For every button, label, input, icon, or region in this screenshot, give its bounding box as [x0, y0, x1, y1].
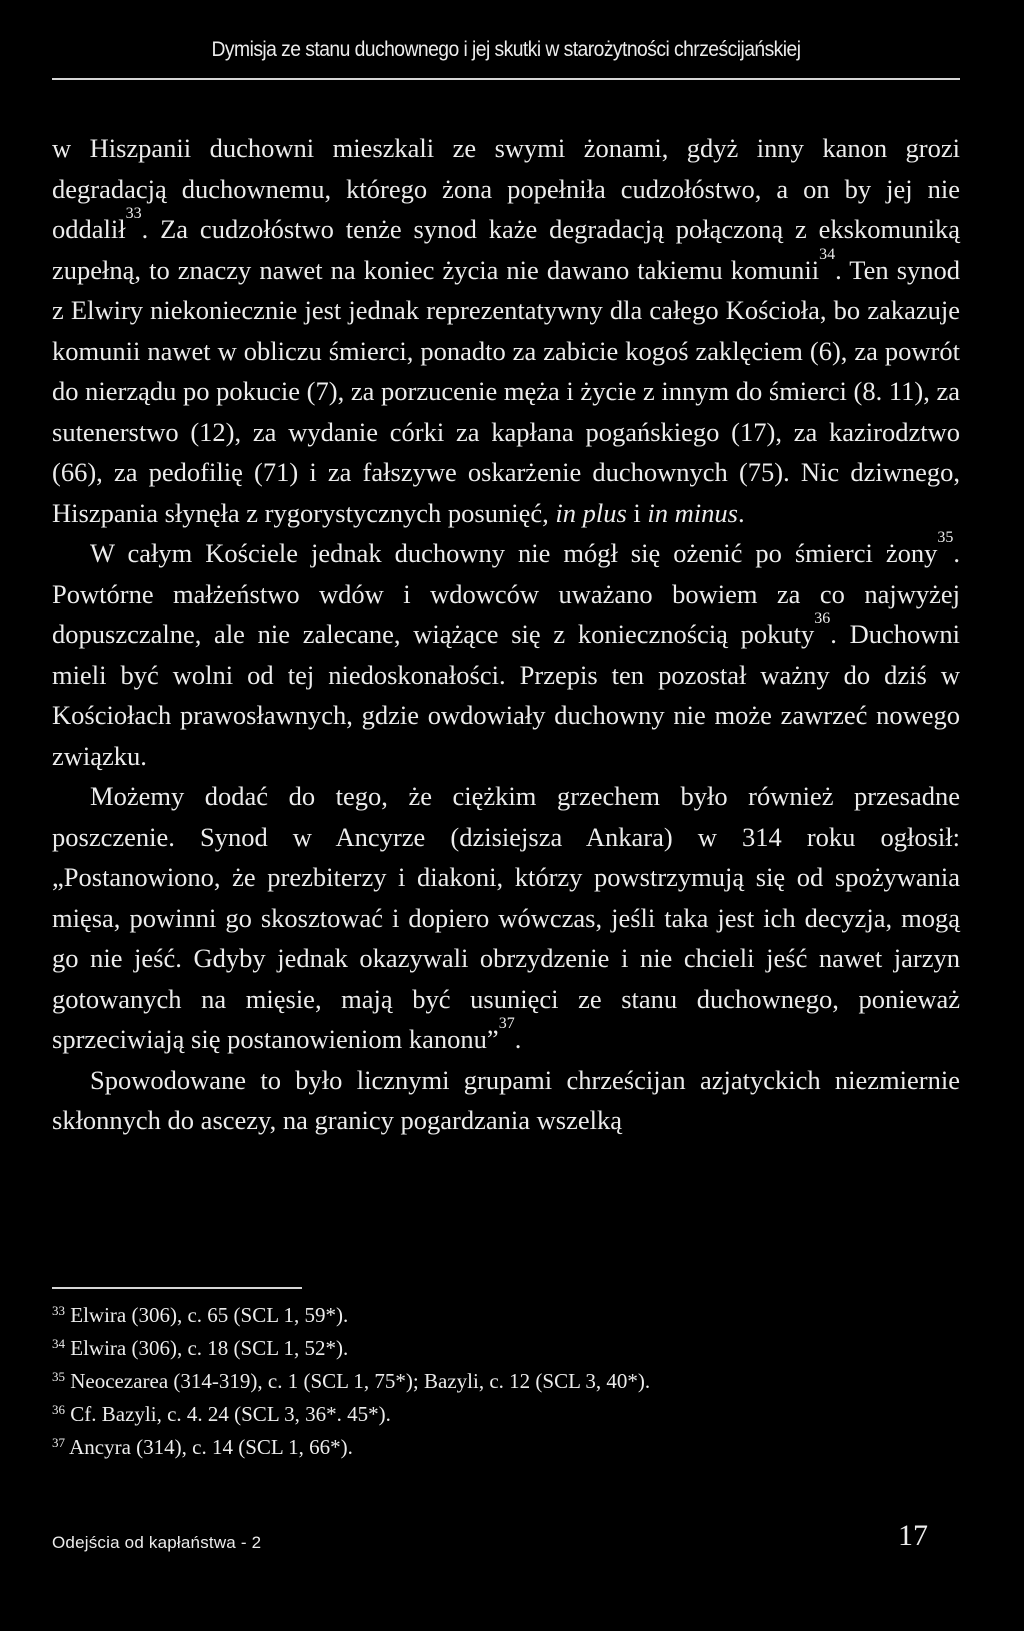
footnote-34: [52, 1333, 960, 1366]
footnote-ref-37[interactable]: 37: [498, 1015, 515, 1033]
footnote-text: Ancyra (314), c. 14 (SCL 1, 66*).: [69, 1435, 353, 1459]
page-number: 17: [898, 1519, 928, 1552]
italic-in-minus: in minus: [647, 497, 738, 528]
paragraph-1: [52, 128, 960, 533]
header-rule: [52, 78, 960, 80]
p1-text-5: .: [737, 497, 745, 528]
footnote-text: Cf. Bazyli, c. 4. 24 (SCL 3, 36*. 45*).: [70, 1402, 391, 1426]
p3-text-2: .: [514, 1024, 522, 1054]
footnote-ref-36[interactable]: 36: [814, 610, 831, 628]
footnote-35: [52, 1366, 960, 1399]
footnote-text: Elwira (306), c. 65 (SCL 1, 59*).: [70, 1303, 349, 1327]
paragraph-4: [52, 1060, 960, 1141]
footnote-ref-35[interactable]: 35: [937, 529, 954, 547]
footnote-33: [52, 1300, 960, 1333]
p1-text-3: . Ten synod z Elwiry niekoniecznie jest jednak reprezentatywny dla całego Kościoła, bo zakazuje komunii nawet w obliczu śmierci, ponadto za zabicie kogoś zaklęciem (6), za powrót do nierządu po pokucie (7), za porzucenie męża i życie z innym do śmierci (8. 11), za sutenerstwo (12), za wydanie córki za kapłana pogańskiego (17), za kazirodztwo (66), za pedofilię (71) i za fałszywe oskarżenie duchownych (75). Nic dziwnego, Hiszpania słynęła z rygorystycznych posunięć,: [52, 254, 961, 528]
p2-text-1: W całym Kościele jednak duchowny nie mógł się ożenić po śmierci żony: [90, 538, 938, 568]
paragraph-2: [52, 529, 960, 776]
footnote-number: 34: [52, 1336, 65, 1351]
footnote-text: Elwira (306), c. 18 (SCL 1, 52*).: [70, 1336, 349, 1360]
p4-text-1: Spowodowane to było licznymi grupami chrześcijan azjatyckich niezmiernie skłonnych do ascezy, na granicy pogardzania wszelką: [52, 1064, 960, 1135]
footer-section-title: Odejścia od kapłaństwa - 2: [52, 1533, 262, 1552]
footnote-number: 36: [52, 1402, 65, 1417]
footnote-text: Neocezarea (314-319), c. 1 (SCL 1, 75*); Bazyli, c. 12 (SCL 3, 40*).: [70, 1369, 651, 1393]
italic-in-plus: in plus: [555, 497, 627, 528]
footnote-number: 33: [52, 1303, 65, 1318]
footnote-36: [52, 1399, 960, 1432]
footnotes: [52, 1300, 960, 1465]
footnote-separator: [52, 1287, 302, 1289]
running-title: Dymisja ze stanu duchownego i jej skutki w starożytności chrześcijańskiej: [211, 38, 801, 61]
footnote-number: 37: [52, 1435, 65, 1450]
p2-text-2: . Powtórne małżeństwo wdów i wdowców uważano bowiem za co najwyżej dopuszczalne, ale nie zalecane, wiążące się z koniecznością pokuty: [52, 538, 960, 649]
p1-text-1: w Hiszpanii duchowni mieszkali ze swymi żonami, gdyż inny kanon grozi degradacją duchownemu, którego żona popełniła cudzołóstwo, a on by jej nie oddalił: [52, 133, 960, 244]
footnote-ref-33[interactable]: 33: [125, 205, 142, 223]
footnote-ref-34[interactable]: 34: [819, 245, 836, 263]
body-text: [52, 128, 960, 1141]
p3-text-1: Możemy dodać do tego, że ciężkim grzechem było również przesadne poszczenie. Synod w Ancyrze (dzisiejsza Ankara) w 314 roku ogłosił: „Postanowiono, że prezbiterzy i diakoni, którzy powstrzymują się od spożywania mięsa, powinni go skosztować i dopiero wówczas, jeśli taka jest ich decyzja, mogą go nie jeść. Gdyby jednak okazywali obrzydzenie i nie chcieli jeść nawet jarzyn gotowanych na mięsie, mają być usunięci ze stanu duchownego, ponieważ sprzeciwiają się postanowieniom kanonu”: [52, 781, 960, 1054]
footnote-number: 35: [52, 1369, 65, 1384]
paragraph-3: [52, 776, 960, 1060]
footnote-37: [52, 1432, 960, 1465]
p2-text-3: . Duchowni mieli być wolni od tej niedoskonałości. Przepis ten pozostał ważny do dziś w Kościołach prawosławnych, gdzie owdowiały duchowny nie może zawrzeć nowego związku.: [52, 619, 960, 771]
p1-text-2: . Za cudzołóstwo tenże synod każe degradacją połączoną z ekskomuniką zupełną, to znaczy nawet na koniec życia nie dawano takiemu komunii: [52, 214, 960, 285]
p1-text-4: i: [626, 497, 648, 528]
